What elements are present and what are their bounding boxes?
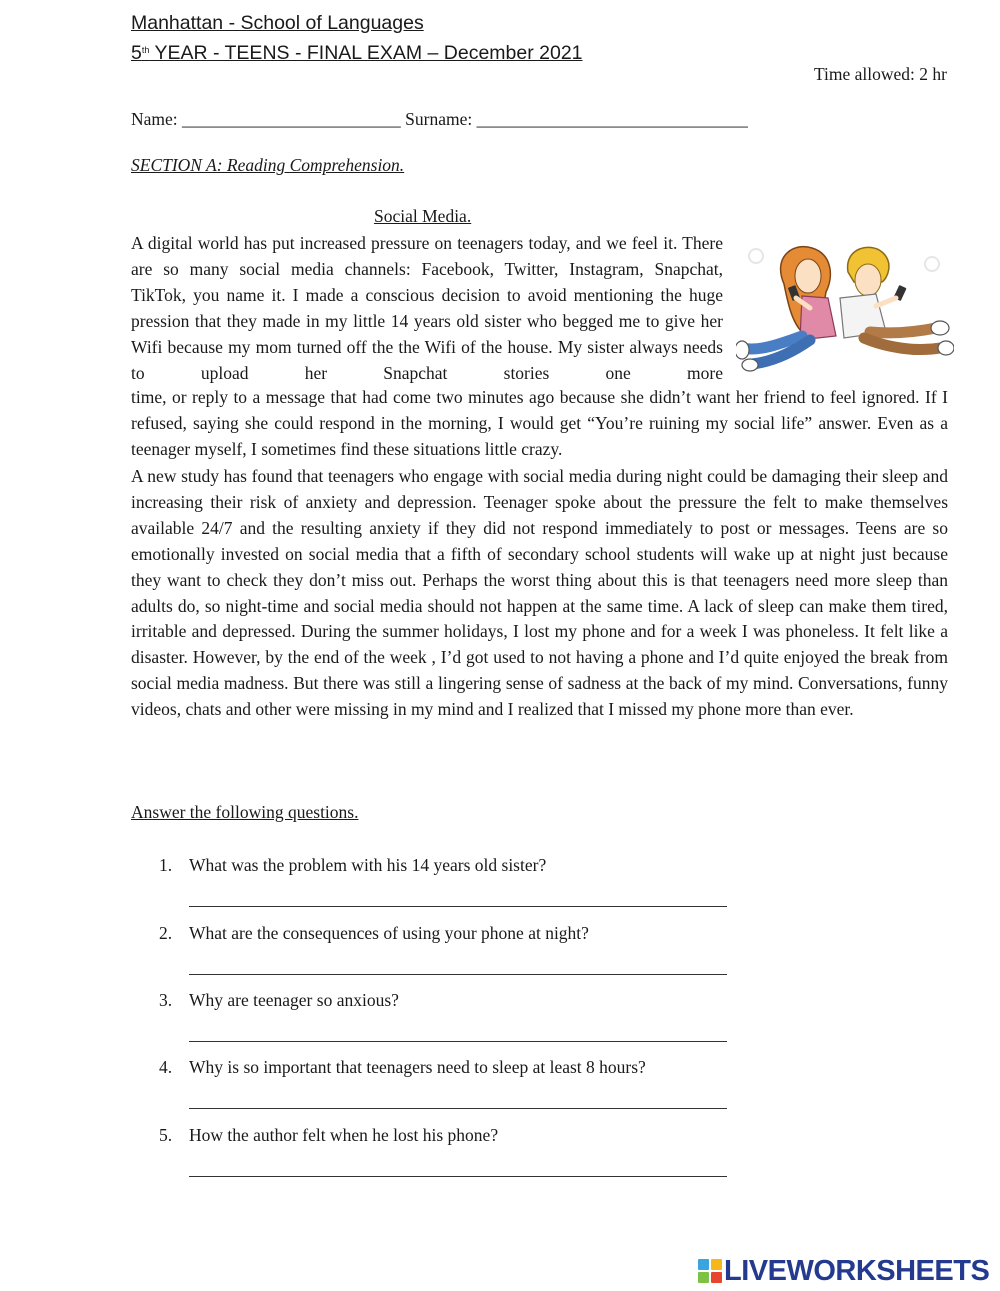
surname-label: Surname: (405, 109, 473, 129)
question-text: Why is so important that teenagers need to sleep at least 8 hours? (189, 1057, 646, 1077)
question-number: 2. (159, 923, 173, 943)
question-4 (159, 1056, 646, 1078)
article-paragraph-1: A digital world has put increased pressure on teenagers today, and we feel it. There are so many social media channels: Facebook, Twitter, Instagram, Snapchat, TikTok, you name it. I made a conscious decision to avoid mentioning the huge pression that they made in my little 14 years old sister who begged me to give her Wifi because my mom turned off the the Wifi of the house. My sister always needs to upload her Snapchat stories one more (131, 233, 723, 383)
question-number: 4. (159, 1057, 173, 1077)
question-text: What are the consequences of using your phone at night? (189, 923, 589, 943)
teens-using-phones-illustration (736, 236, 954, 372)
section-title: SECTION A: Reading Comprehension. (131, 155, 405, 175)
brand-wordmark: LIVEWORKSHEETS (724, 1255, 990, 1287)
exam-title (131, 38, 583, 65)
question-number: 3. (159, 990, 173, 1010)
answer-line-5[interactable] (189, 1176, 727, 1177)
exam-title-rest: YEAR - TEENS - FINAL EXAM – December 2021 (149, 42, 583, 64)
logo-blocks-icon (698, 1259, 722, 1283)
answer-line-3[interactable] (189, 1041, 727, 1042)
article-title: Social Media. (374, 206, 472, 226)
question-number: 1. (159, 855, 173, 875)
question-5 (159, 1124, 498, 1146)
name-row (131, 108, 748, 130)
question-1 (159, 854, 546, 876)
question-text: How the author felt when he lost his phone? (189, 1125, 499, 1145)
name-field[interactable]: _________________________ (182, 109, 401, 129)
exam-year-suffix: th (141, 45, 150, 55)
liveworksheets-logo (698, 1256, 989, 1286)
time-allowed: Time allowed: 2 hr (813, 64, 947, 84)
answer-line-4[interactable] (189, 1108, 727, 1109)
question-3 (159, 989, 399, 1011)
article-paragraph-3: A new study has found that teenagers who engage with social media during night could be damaging their sleep and increasing their risk of anxiety and depression. Teenager spoke about the pressure the felt to make themselves available 24/7 and the resulting anxiety if they did not respond immediately to post or messages. Teens are so emotionally invested on social media that a fifth of secondary school students will wake up at night just because they want to check they don’t miss out. Perhaps the worst thing about this is that teenagers need more sleep than adults do, so night-time and social media should not happen at the same time. A lack of sleep can make them tired, irritable and depressed. During the summer holidays, I lost my phone and for a week I was phoneless. It felt like a disaster. However, by the end of the week , I’d got used to not having a phone and I’d quite enjoyed the break from social media madness. But there was still a lingering sense of sadness at the back of my mind. Conversations, funny videos, chats and other were missing in my mind and I realized that I missed my phone more than ever. (131, 466, 948, 720)
exam-year-number: 5 (131, 42, 142, 64)
surname-field[interactable]: _______________________________ (476, 109, 748, 129)
school-name: Manhattan - School of Languages (131, 12, 424, 34)
question-text: What was the problem with his 14 years old sister? (189, 855, 547, 875)
name-label: Name: (131, 109, 178, 129)
question-text: Why are teenager so anxious? (189, 990, 399, 1010)
article-paragraph-2: time, or reply to a message that had come two minutes ago because she didn’t want her friend to feel ignored. If I refused, saying she could respond in the morning, I would get “You’re ruining my social life” answer. Even as a teenager myself, I sometimes find these situations little crazy. (131, 387, 948, 459)
question-number: 5. (159, 1125, 173, 1145)
questions-instruction: Answer the following questions. (131, 802, 359, 822)
answer-line-1[interactable] (189, 906, 727, 907)
question-2 (159, 922, 589, 944)
answer-line-2[interactable] (189, 974, 727, 975)
